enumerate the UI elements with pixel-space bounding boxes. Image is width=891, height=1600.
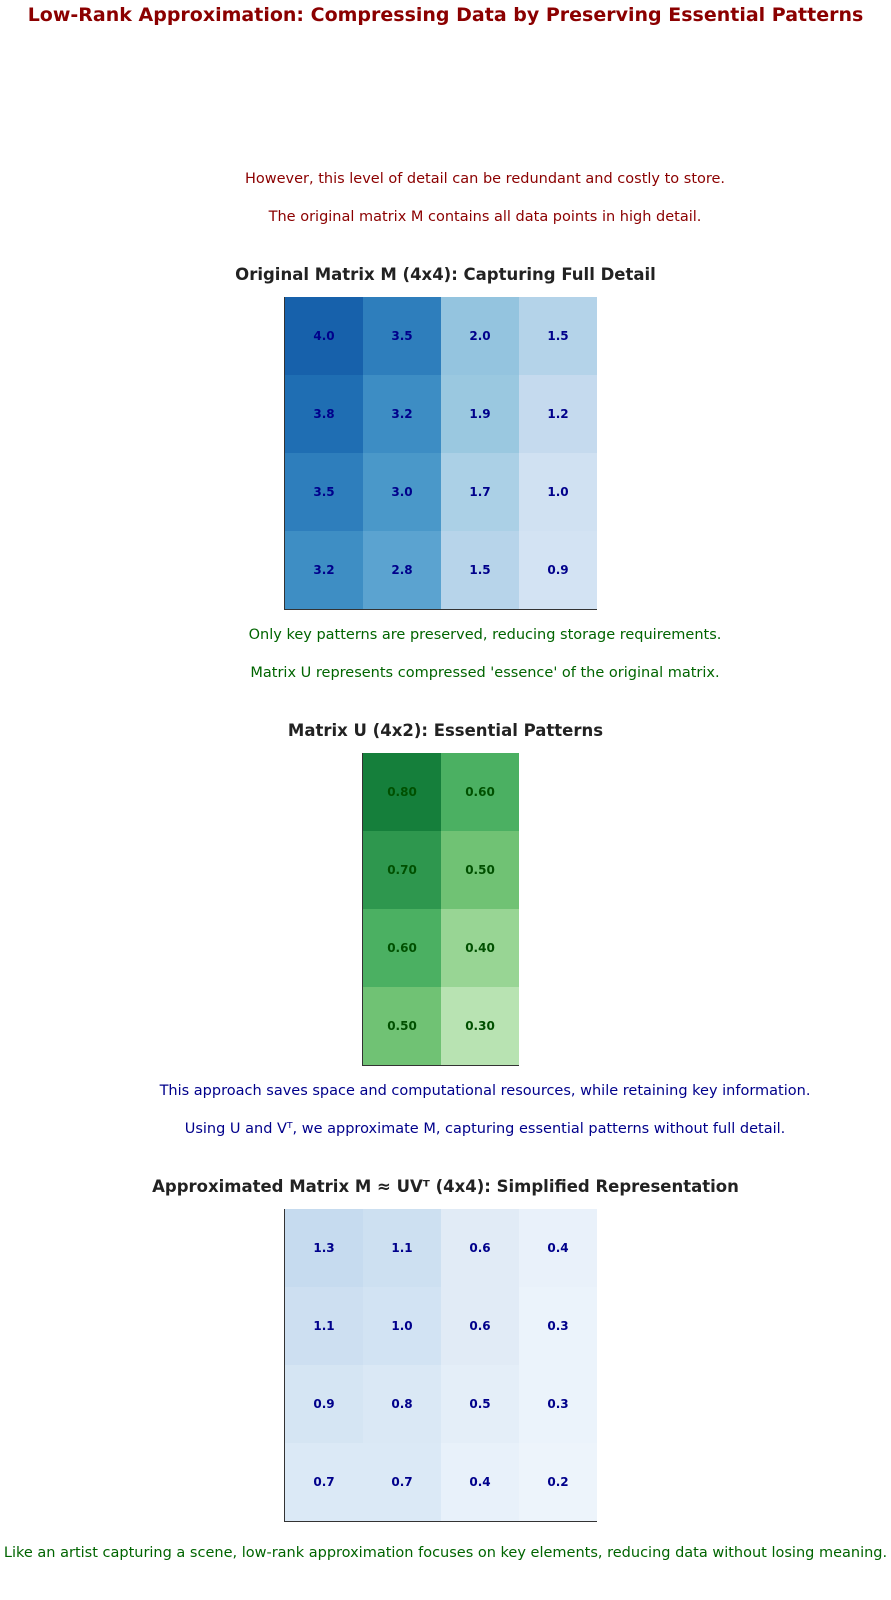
approx-matrix-cell-r3-c3: 0.5 <box>441 1365 519 1443</box>
approx-matrix-title: Approximated Matrix M ≈ UVᵀ (4x4): Simplified Representation <box>152 1177 739 1196</box>
original-matrix-cell-r2-c2: 3.2 <box>363 375 441 453</box>
original-matrix-cell-r4-c3: 1.5 <box>441 531 519 609</box>
approx-note-method: Using U and Vᵀ, we approximate M, capturing essential patterns without full detail. <box>184 1121 786 1137</box>
original-note-detail: The original matrix M contains all data points in high detail. <box>268 209 702 225</box>
approx-matrix-cell-r4-c2: 0.7 <box>363 1443 441 1521</box>
original-matrix-cell-r2-c1: 3.8 <box>285 375 363 453</box>
original-matrix-cell-r4-c2: 2.8 <box>363 531 441 609</box>
original-matrix-cell-r3-c4: 1.0 <box>519 453 597 531</box>
u-matrix-cell-r1-c1: 0.80 <box>363 753 441 831</box>
u-matrix-cell-r4-c1: 0.50 <box>363 987 441 1065</box>
original-note-redundancy: However, this level of detail can be redundant and costly to store. <box>244 171 726 187</box>
approx-matrix-cell-r1-c4: 0.4 <box>519 1209 597 1287</box>
original-matrix-cell-r1-c2: 3.5 <box>363 297 441 375</box>
original-matrix-cell-r4-c4: 0.9 <box>519 531 597 609</box>
u-matrix-cell-r2-c1: 0.70 <box>363 831 441 909</box>
u-matrix-cell-r3-c1: 0.60 <box>363 909 441 987</box>
original-matrix-cell-r1-c1: 4.0 <box>285 297 363 375</box>
original-matrix-heatmap <box>284 297 597 610</box>
original-matrix-cell-r1-c4: 1.5 <box>519 297 597 375</box>
approx-matrix-cell-r4-c4: 0.2 <box>519 1443 597 1521</box>
u-matrix-cell-r2-c2: 0.50 <box>441 831 519 909</box>
footer-caption: Like an artist capturing a scene, low-rank approximation focuses on key elements, reducing data without losing meaning. <box>3 1545 888 1561</box>
approx-matrix-cell-r1-c1: 1.3 <box>285 1209 363 1287</box>
approx-matrix-cell-r2-c3: 0.6 <box>441 1287 519 1365</box>
approx-matrix-cell-r2-c1: 1.1 <box>285 1287 363 1365</box>
u-matrix-cell-r3-c2: 0.40 <box>441 909 519 987</box>
original-matrix-cell-r3-c1: 3.5 <box>285 453 363 531</box>
original-matrix-cell-r2-c4: 1.2 <box>519 375 597 453</box>
main-title: Low-Rank Approximation: Compressing Data by Preserving Essential Patterns <box>27 4 864 26</box>
original-matrix-cell-r1-c3: 2.0 <box>441 297 519 375</box>
approx-matrix-heatmap <box>284 1209 597 1522</box>
approx-matrix-cell-r3-c1: 0.9 <box>285 1365 363 1443</box>
u-matrix-title: Matrix U (4x2): Essential Patterns <box>287 721 604 740</box>
original-matrix-cell-r3-c3: 1.7 <box>441 453 519 531</box>
approx-matrix-cell-r2-c4: 0.3 <box>519 1287 597 1365</box>
u-matrix-cell-r4-c2: 0.30 <box>441 987 519 1065</box>
approx-matrix-cell-r2-c2: 1.0 <box>363 1287 441 1365</box>
approx-matrix-cell-r4-c3: 0.4 <box>441 1443 519 1521</box>
approx-matrix-cell-r4-c1: 0.7 <box>285 1443 363 1521</box>
original-matrix-cell-r3-c2: 3.0 <box>363 453 441 531</box>
approx-matrix-cell-r3-c4: 0.3 <box>519 1365 597 1443</box>
u-note-patterns: Only key patterns are preserved, reducing storage requirements. <box>248 627 722 643</box>
original-matrix-cell-r2-c3: 1.9 <box>441 375 519 453</box>
original-matrix-cell-r4-c1: 3.2 <box>285 531 363 609</box>
approx-matrix-cell-r3-c2: 0.8 <box>363 1365 441 1443</box>
u-matrix-heatmap <box>362 753 519 1066</box>
u-matrix-cell-r1-c2: 0.60 <box>441 753 519 831</box>
u-note-essence: Matrix U represents compressed 'essence' of the original matrix. <box>250 665 720 681</box>
approx-matrix-cell-r1-c3: 0.6 <box>441 1209 519 1287</box>
approx-note-savings: This approach saves space and computational resources, while retaining key information. <box>159 1083 811 1099</box>
approx-matrix-cell-r1-c2: 1.1 <box>363 1209 441 1287</box>
original-matrix-title: Original Matrix M (4x4): Capturing Full Detail <box>235 265 656 284</box>
